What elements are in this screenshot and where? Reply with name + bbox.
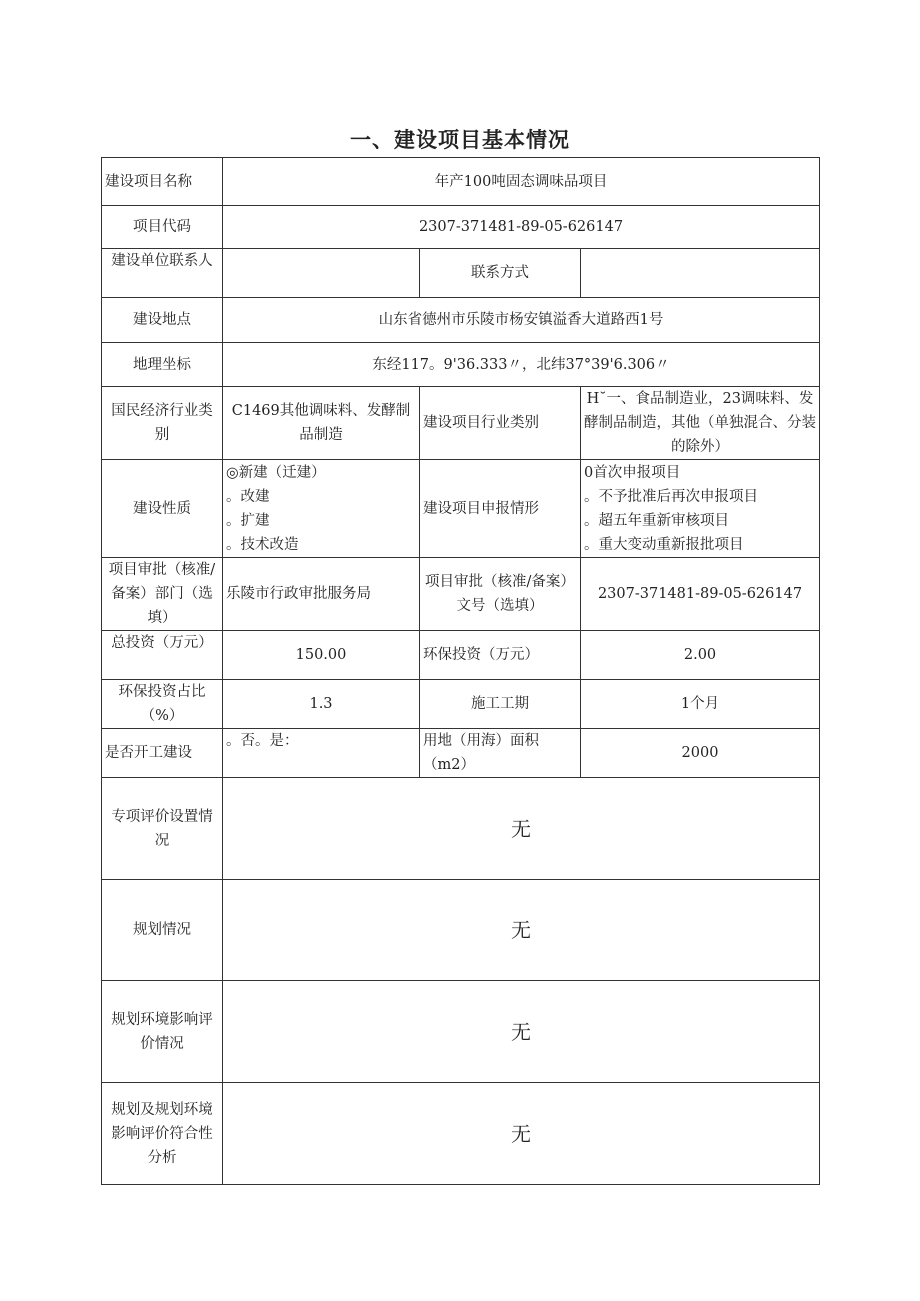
row-compliance xyxy=(102,1083,820,1185)
value-coordinates: 东经117。9'36.333〃，北纬37°39'6.306〃 xyxy=(223,343,820,387)
option-first-declaration: 0首次申报项目 xyxy=(584,464,681,481)
row-investment xyxy=(102,631,820,680)
row-location xyxy=(102,298,820,343)
option-rebuild: 。改建 xyxy=(226,488,270,505)
label-env-investment: 环保投资（万元） xyxy=(420,631,581,680)
value-national-industry: C1469其他调味料、发酵制品制造 xyxy=(223,387,420,460)
value-approval-department: 乐陵市行政审批服务局 xyxy=(223,558,420,631)
value-total-investment: 150.00 xyxy=(223,631,420,680)
row-contact xyxy=(102,249,820,298)
value-env-ratio: 1.3 xyxy=(223,680,420,729)
row-planning xyxy=(102,880,820,981)
label-project-code: 项目代码 xyxy=(102,206,223,249)
label-project-name: 建设项目名称 xyxy=(102,158,223,206)
label-construction-nature: 建设性质 xyxy=(102,460,223,558)
label-contact-person: 建设单位联系人 xyxy=(102,249,223,298)
value-compliance-analysis: 无 xyxy=(223,1083,820,1185)
option-expand: 。扩建 xyxy=(226,512,270,529)
label-special-evaluation: 专项评价设置情况 xyxy=(102,778,223,880)
options-declaration-situation xyxy=(581,460,820,558)
row-special-evaluation xyxy=(102,778,820,880)
row-project-name xyxy=(102,158,820,206)
value-project-name: 年产100吨固态调味品项目 xyxy=(223,158,820,206)
value-project-code: 2307-371481-89-05-626147 xyxy=(223,206,820,249)
value-land-area: 2000 xyxy=(581,729,820,778)
label-location: 建设地点 xyxy=(102,298,223,343)
row-project-code xyxy=(102,206,820,249)
row-started xyxy=(102,729,820,778)
label-env-ratio: 环保投资占比（%） xyxy=(102,680,223,729)
label-coordinates: 地理坐标 xyxy=(102,343,223,387)
label-construction-started: 是否开工建设 xyxy=(102,729,223,778)
row-ratio xyxy=(102,680,820,729)
value-planning: 无 xyxy=(223,880,820,981)
value-special-evaluation: 无 xyxy=(223,778,820,880)
value-project-industry: H˘一、食品制造业，23调味料、发酵制品制造，其他（单独混合、分装的除外） xyxy=(581,387,820,460)
label-national-industry: 国民经济行业类别 xyxy=(102,387,223,460)
row-nature xyxy=(102,460,820,558)
label-contact-method: 联系方式 xyxy=(420,249,581,298)
value-approval-number: 2307-371481-89-05-626147 xyxy=(581,558,820,631)
value-location: 山东省德州市乐陵市杨安镇溢香大道路西1号 xyxy=(223,298,820,343)
option-major-change: 。重大变动重新报批项目 xyxy=(584,536,744,553)
value-planning-env-evaluation: 无 xyxy=(223,981,820,1083)
value-env-investment: 2.00 xyxy=(581,631,820,680)
label-planning-env-evaluation: 规划环境影响评价情况 xyxy=(102,981,223,1083)
option-redeclare-after-rejection: 。不予批准后再次申报项目 xyxy=(584,488,758,505)
label-project-industry: 建设项目行业类别 xyxy=(420,387,581,460)
row-planning-env xyxy=(102,981,820,1083)
row-industry xyxy=(102,387,820,460)
label-planning: 规划情况 xyxy=(102,880,223,981)
label-land-area: 用地（用海）面积（m2） xyxy=(420,729,581,778)
row-approval xyxy=(102,558,820,631)
label-approval-number: 项目审批（核准/备案）文号（选填） xyxy=(420,558,581,631)
option-new-build: ◎新建（迁建） xyxy=(226,464,326,481)
label-declaration-situation: 建设项目申报情形 xyxy=(420,460,581,558)
value-construction-started: 。否。是： xyxy=(223,729,420,778)
label-compliance-analysis: 规划及规划环境影响评价符合性分析 xyxy=(102,1083,223,1185)
label-total-investment: 总投资（万元） xyxy=(102,631,223,680)
value-construction-period: 1个月 xyxy=(581,680,820,729)
row-coordinates xyxy=(102,343,820,387)
page-title: 一、建设项目基本情况 xyxy=(350,128,570,152)
option-tech-upgrade: 。技术改造 xyxy=(226,536,299,553)
label-approval-department: 项目审批（核准/备案）部门（选填） xyxy=(102,558,223,631)
project-info-table xyxy=(101,157,820,1185)
option-review-after-five-years: 。超五年重新审核项目 xyxy=(584,512,729,529)
value-contact-person xyxy=(223,249,420,298)
label-construction-period: 施工工期 xyxy=(420,680,581,729)
options-construction-nature xyxy=(223,460,420,558)
value-contact-method xyxy=(581,249,820,298)
